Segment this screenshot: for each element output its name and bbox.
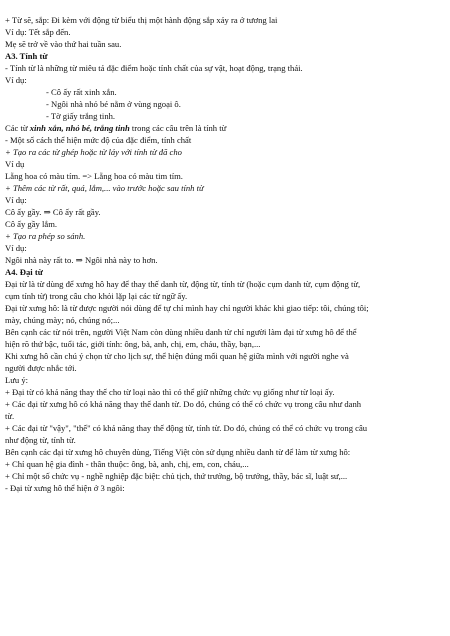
text-line: Cô ấy gầy. ⇒ Cô ấy rất gầy.: [5, 207, 101, 217]
text-line: + Chỉ quan hệ gia đình - thân thuộc: ông, bà, anh, chị, em, con, cháu,...: [5, 459, 249, 469]
text-line: Ngôi nhà này rất to. ⇒ Ngôi nhà này to hơn.: [5, 255, 158, 265]
text-line: Ví dụ:: [5, 75, 27, 85]
text-line: + Các đại từ xưng hô có khả năng thay thế danh từ. Do đó, chúng có thể có chức vụ trong câu như danh: [5, 399, 362, 409]
text-line: [5, 123, 445, 134]
text-line: Ví dụ:: [5, 243, 27, 253]
text-run: trong các câu trên là tính từ: [129, 123, 227, 133]
text-line: + Đại từ có khả năng thay thế cho từ loại nào thì có thể giữ những chức vụ giống như từ loại ấy.: [5, 387, 335, 397]
text-line: Ví dụ: Tết sắp đến.: [5, 27, 71, 37]
section-heading: A3. Tính từ: [5, 51, 48, 61]
emphasized-words: xinh xắn, nhỏ bé, trắng tinh: [29, 123, 130, 133]
example-item: - Ngôi nhà nhỏ bé nằm ở vùng ngoại ô.: [46, 99, 181, 109]
text-run: Các từ: [5, 123, 30, 133]
text-line: Đại từ xưng hô: là từ được người nói dùng để tự chỉ mình hay chỉ người khác khi giao tiếp: tôi, chúng tôi;: [5, 303, 369, 313]
text-line: Ví dụ:: [5, 195, 27, 205]
text-line: như động từ, tính từ.: [5, 435, 76, 445]
section-heading: A4. Đại từ: [5, 267, 43, 277]
text-line: người được nhắc tới.: [5, 363, 77, 373]
text-line: Lưu ý:: [5, 375, 29, 385]
text-line: Cô ấy gầy lắm.: [5, 219, 58, 229]
text-line: Khi xưng hô cần chú ý chọn từ cho lịch sự, thể hiện đúng mối quan hệ giữa mình với người nghe và: [5, 351, 349, 361]
text-line: + Các đại từ "vậy", "thế" có khả năng thay thế động từ, tính từ. Do đó, chúng có thể có chức vụ trong câu: [5, 423, 368, 433]
text-line: Bên cạnh các đại từ xưng hô chuyên dùng, Tiếng Việt còn sử dụng nhiều danh từ để làm từ xưng hô:: [5, 447, 351, 457]
text-line: - Đại từ xưng hô thể hiện ở 3 ngôi:: [5, 483, 125, 493]
text-line: Đại từ là từ dùng để xưng hô hay để thay thế danh từ, động từ, tính từ (hoặc cụm danh từ, cụm động từ,: [5, 279, 361, 289]
text-line: từ.: [5, 411, 15, 421]
italic-line: + Tạo ra phép so sánh.: [5, 231, 86, 241]
text-line: Mẹ sẽ trở về vào thứ hai tuần sau.: [5, 39, 122, 49]
text-line: + Từ sẽ, sắp: Đi kèm với động từ biểu thị một hành động sắp xảy ra ở tương lai: [5, 15, 278, 25]
italic-line: + Tạo ra các từ ghép hoặc từ láy với tính từ đã cho: [5, 147, 182, 157]
italic-line: + Thêm các từ rất, quá, lắm,... vào trước hoặc sau tính từ: [5, 183, 204, 193]
text-line: Bên cạnh các từ nói trên, người Việt Nam còn dùng nhiều danh từ chỉ người làm đại từ xưng hô để thể: [5, 327, 357, 337]
text-line: - Tính từ là những từ miêu tả đặc điểm hoặc tính chất của sự vật, hoạt động, trạng thái.: [5, 63, 303, 73]
example-item: - Cô ấy rất xinh xắn.: [46, 87, 117, 97]
text-line: hiện rõ thứ bậc, tuổi tác, giới tính: ông, bà, anh, chị, em, cháu, thầy, bạn,...: [5, 339, 261, 349]
text-line: - Một số cách thể hiện mức độ của đặc điểm, tính chất: [5, 135, 192, 145]
text-line: Ví dụ: [5, 159, 25, 169]
text-line: mày, chúng mày; nó, chúng nó;...: [5, 315, 120, 325]
text-line: Lẵng hoa có màu tím. => Lẵng hoa có màu tim tím.: [5, 171, 183, 181]
text-line: cụm tính từ) trong câu cho khỏi lặp lại các từ ngữ ấy.: [5, 291, 188, 301]
text-line: + Chỉ một số chức vụ - nghề nghiệp đặc biệt: chủ tịch, thứ trưởng, bộ trưởng, thầy, bác sĩ, luật sư,...: [5, 471, 348, 481]
example-item: - Tờ giấy trắng tinh.: [46, 111, 116, 121]
